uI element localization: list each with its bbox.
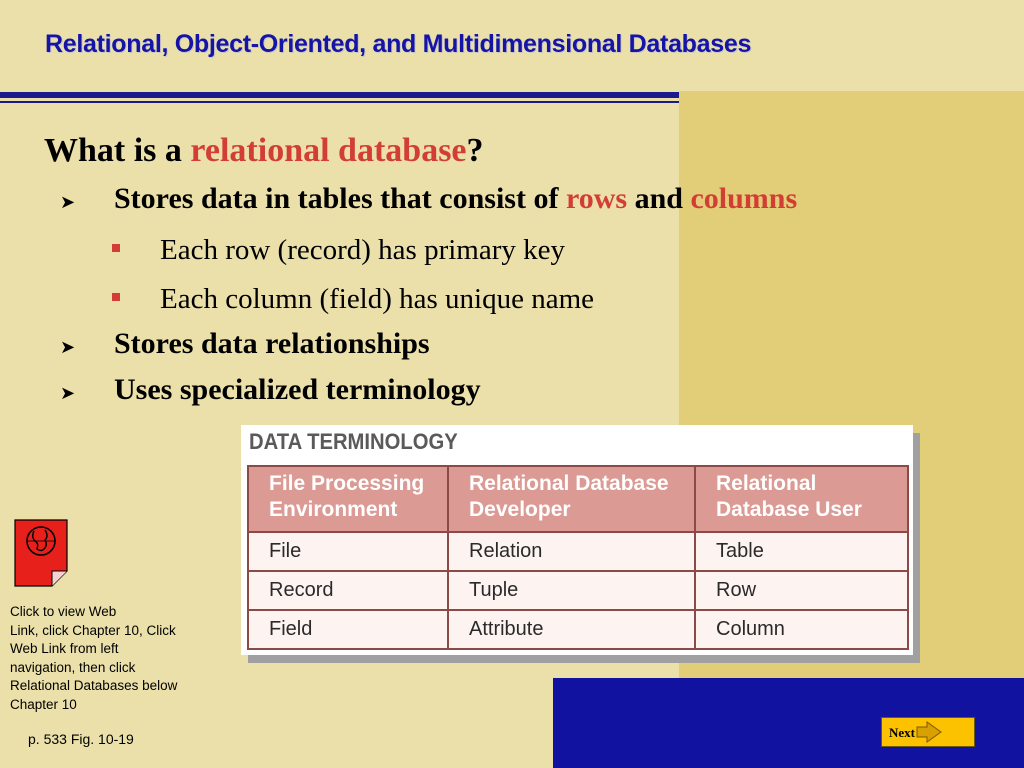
table-cell: Column [695, 610, 908, 649]
instruction-line: Web Link from left [10, 641, 119, 656]
arrow-bullet-icon: ➤ [60, 383, 76, 404]
next-button[interactable] [881, 717, 975, 747]
header-line: Relational Database [469, 472, 669, 495]
heading-suffix: ? [466, 132, 484, 169]
page-reference: p. 533 Fig. 10-19 [28, 731, 134, 747]
heading-prefix: What is a [44, 132, 191, 169]
table-cell: Tuple [448, 571, 695, 610]
arrow-bullet-icon: ➤ [60, 337, 76, 358]
header-relational-developer [448, 466, 695, 532]
instruction-line: navigation, then click [10, 659, 136, 675]
header-line: Environment [269, 498, 398, 521]
figure-title: DATA TERMINOLOGY [249, 429, 458, 454]
table-row [248, 532, 908, 571]
data-terminology-figure [241, 425, 913, 655]
globe-web-link-icon[interactable] [14, 519, 68, 587]
table-cell: Attribute [448, 610, 695, 649]
table-header-row [248, 466, 908, 532]
square-bullet-icon [112, 244, 120, 252]
bullet-rows: rows [565, 182, 628, 215]
right-arrow-icon [916, 721, 942, 743]
heading-highlight: relational database [190, 132, 467, 169]
terminology-table [247, 465, 909, 650]
instruction-line: Link, click Chapter 10, Click [10, 622, 176, 638]
header-relational-user [695, 466, 908, 532]
title-rule-thick [0, 92, 679, 98]
arrow-bullet-icon: ➤ [60, 192, 76, 213]
table-cell: Table [695, 532, 908, 571]
next-label: Next [889, 725, 915, 740]
bullet-columns: columns [690, 182, 798, 215]
bullet-tables [114, 182, 797, 216]
header-line: Developer [469, 498, 571, 521]
slide-title: Relational, Object-Oriented, and Multidimensional Databases [45, 30, 752, 58]
table-cell: Row [695, 571, 908, 610]
table-row [248, 571, 908, 610]
bullet-relationships: Stores data relationships [114, 327, 430, 360]
header-line: Relational [716, 472, 817, 495]
sub-bullet-row-key: Each row (record) has primary key [160, 234, 566, 266]
web-link-instructions [10, 603, 195, 714]
slide-heading [44, 132, 484, 170]
bullet-tables-text: Stores data in tables that consist of [114, 182, 566, 215]
square-bullet-icon [112, 293, 120, 301]
instruction-line: Relational Databases below [10, 678, 178, 693]
header-line: File Processing [269, 472, 425, 495]
bullet-terminology: Uses specialized terminology [114, 373, 481, 406]
instruction-line: Click to view Web [10, 604, 117, 619]
table-cell: Record [248, 571, 448, 610]
table-cell: Relation [448, 532, 695, 571]
title-rule-thin [0, 101, 679, 103]
table-cell: Field [248, 610, 448, 649]
sub-bullet-column-name: Each column (field) has unique name [160, 283, 595, 315]
header-line: Database User [716, 498, 862, 521]
instruction-line: Chapter 10 [10, 696, 77, 712]
bullet-and: and [627, 182, 691, 215]
table-row [248, 610, 908, 649]
header-file-processing [248, 466, 448, 532]
table-cell: File [248, 532, 448, 571]
